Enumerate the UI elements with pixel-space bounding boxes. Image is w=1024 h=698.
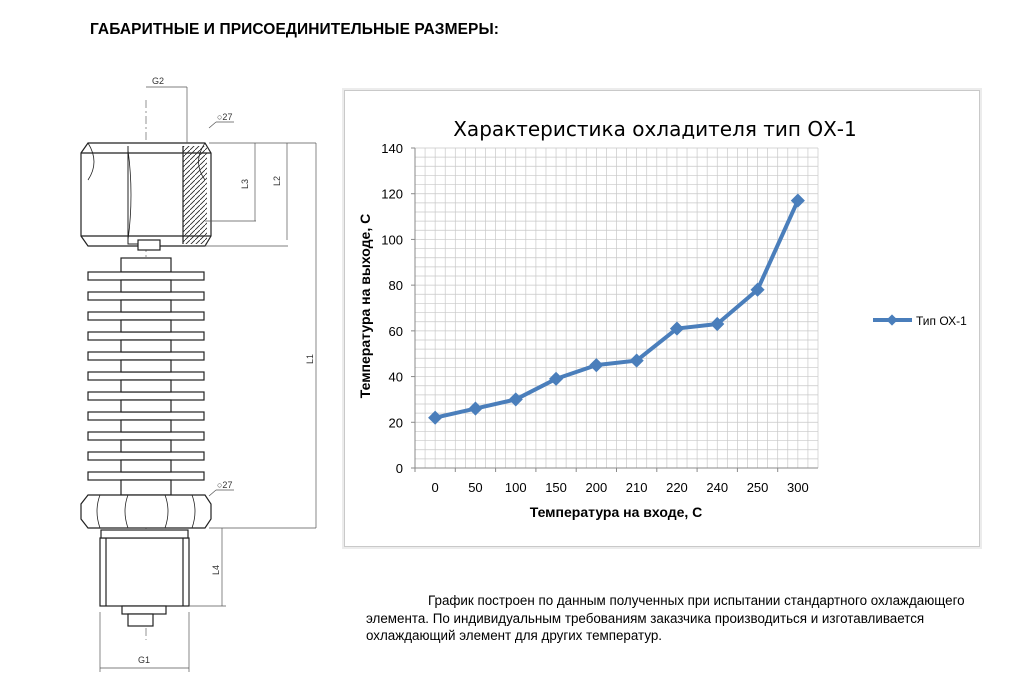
legend xyxy=(873,314,967,328)
chart-frame xyxy=(344,90,980,547)
y-tick-label: 80 xyxy=(388,278,403,294)
data-point xyxy=(589,358,603,372)
y-tick-label: 120 xyxy=(381,186,403,202)
bottom-hex-nut xyxy=(81,495,211,528)
dim-l4-label: L4 xyxy=(211,564,221,575)
dim-g2-label: G2 xyxy=(152,76,165,86)
legend-marker xyxy=(886,314,897,325)
page-heading: ГАБАРИТНЫЕ И ПРИСОЕДИНИТЕЛЬНЫЕ РАЗМЕРЫ: xyxy=(90,21,500,38)
data-point xyxy=(549,372,563,386)
cooling-fins xyxy=(88,272,204,495)
y-tick-label: 60 xyxy=(388,323,403,339)
x-tick-label: 250 xyxy=(746,480,769,495)
legend-label: Тип ОХ-1 xyxy=(916,314,967,328)
x-tick-label: 300 xyxy=(786,480,809,495)
data-point xyxy=(791,194,805,208)
x-tick-label: 100 xyxy=(504,480,527,495)
y-tick-label: 140 xyxy=(381,141,403,156)
x-tick-label: 50 xyxy=(468,480,483,495)
y-tick-label: 40 xyxy=(388,369,403,385)
dim-wrench-top-label: ○27 xyxy=(217,112,233,122)
chart-title: Характеристика охладителя тип ОХ-1 xyxy=(453,117,857,141)
dim-l1-label: L1 xyxy=(305,353,315,364)
x-tick-label: 240 xyxy=(706,480,729,495)
dim-l2-label: L2 xyxy=(272,175,282,186)
inner-thread xyxy=(138,240,160,250)
y-axis-label: Температура на выходе, С xyxy=(357,213,373,399)
line-chart xyxy=(345,91,979,546)
dim-g1-label: G1 xyxy=(138,655,151,665)
x-tick-label: 210 xyxy=(625,480,648,495)
y-tick-label: 0 xyxy=(395,461,403,476)
bore-hatch xyxy=(183,146,207,244)
data-point xyxy=(509,392,523,406)
caption-text: График построен по данным полученных при испытании стандартного охлаждающего элемента. По индивидуальным требованиям заказчика производиться и изготавливается охлаждающий элемент для других температур. xyxy=(366,593,965,643)
cooler-dimension-drawing xyxy=(0,0,340,698)
caption xyxy=(366,592,966,645)
x-tick-label: 200 xyxy=(585,480,608,495)
x-tick-label: 150 xyxy=(545,480,567,495)
x-axis-label: Температура на входе, С xyxy=(529,504,703,520)
y-tick-label: 100 xyxy=(381,232,403,248)
y-tick-label: 20 xyxy=(388,415,403,431)
x-tick-label: 0 xyxy=(431,480,439,495)
dim-l3-label: L3 xyxy=(240,178,250,189)
x-tick-label: 220 xyxy=(666,480,688,495)
threaded-fitting xyxy=(100,538,189,606)
data-point xyxy=(428,411,442,425)
dim-wrench-bottom-label: ○27 xyxy=(217,480,233,490)
data-point xyxy=(468,402,482,416)
